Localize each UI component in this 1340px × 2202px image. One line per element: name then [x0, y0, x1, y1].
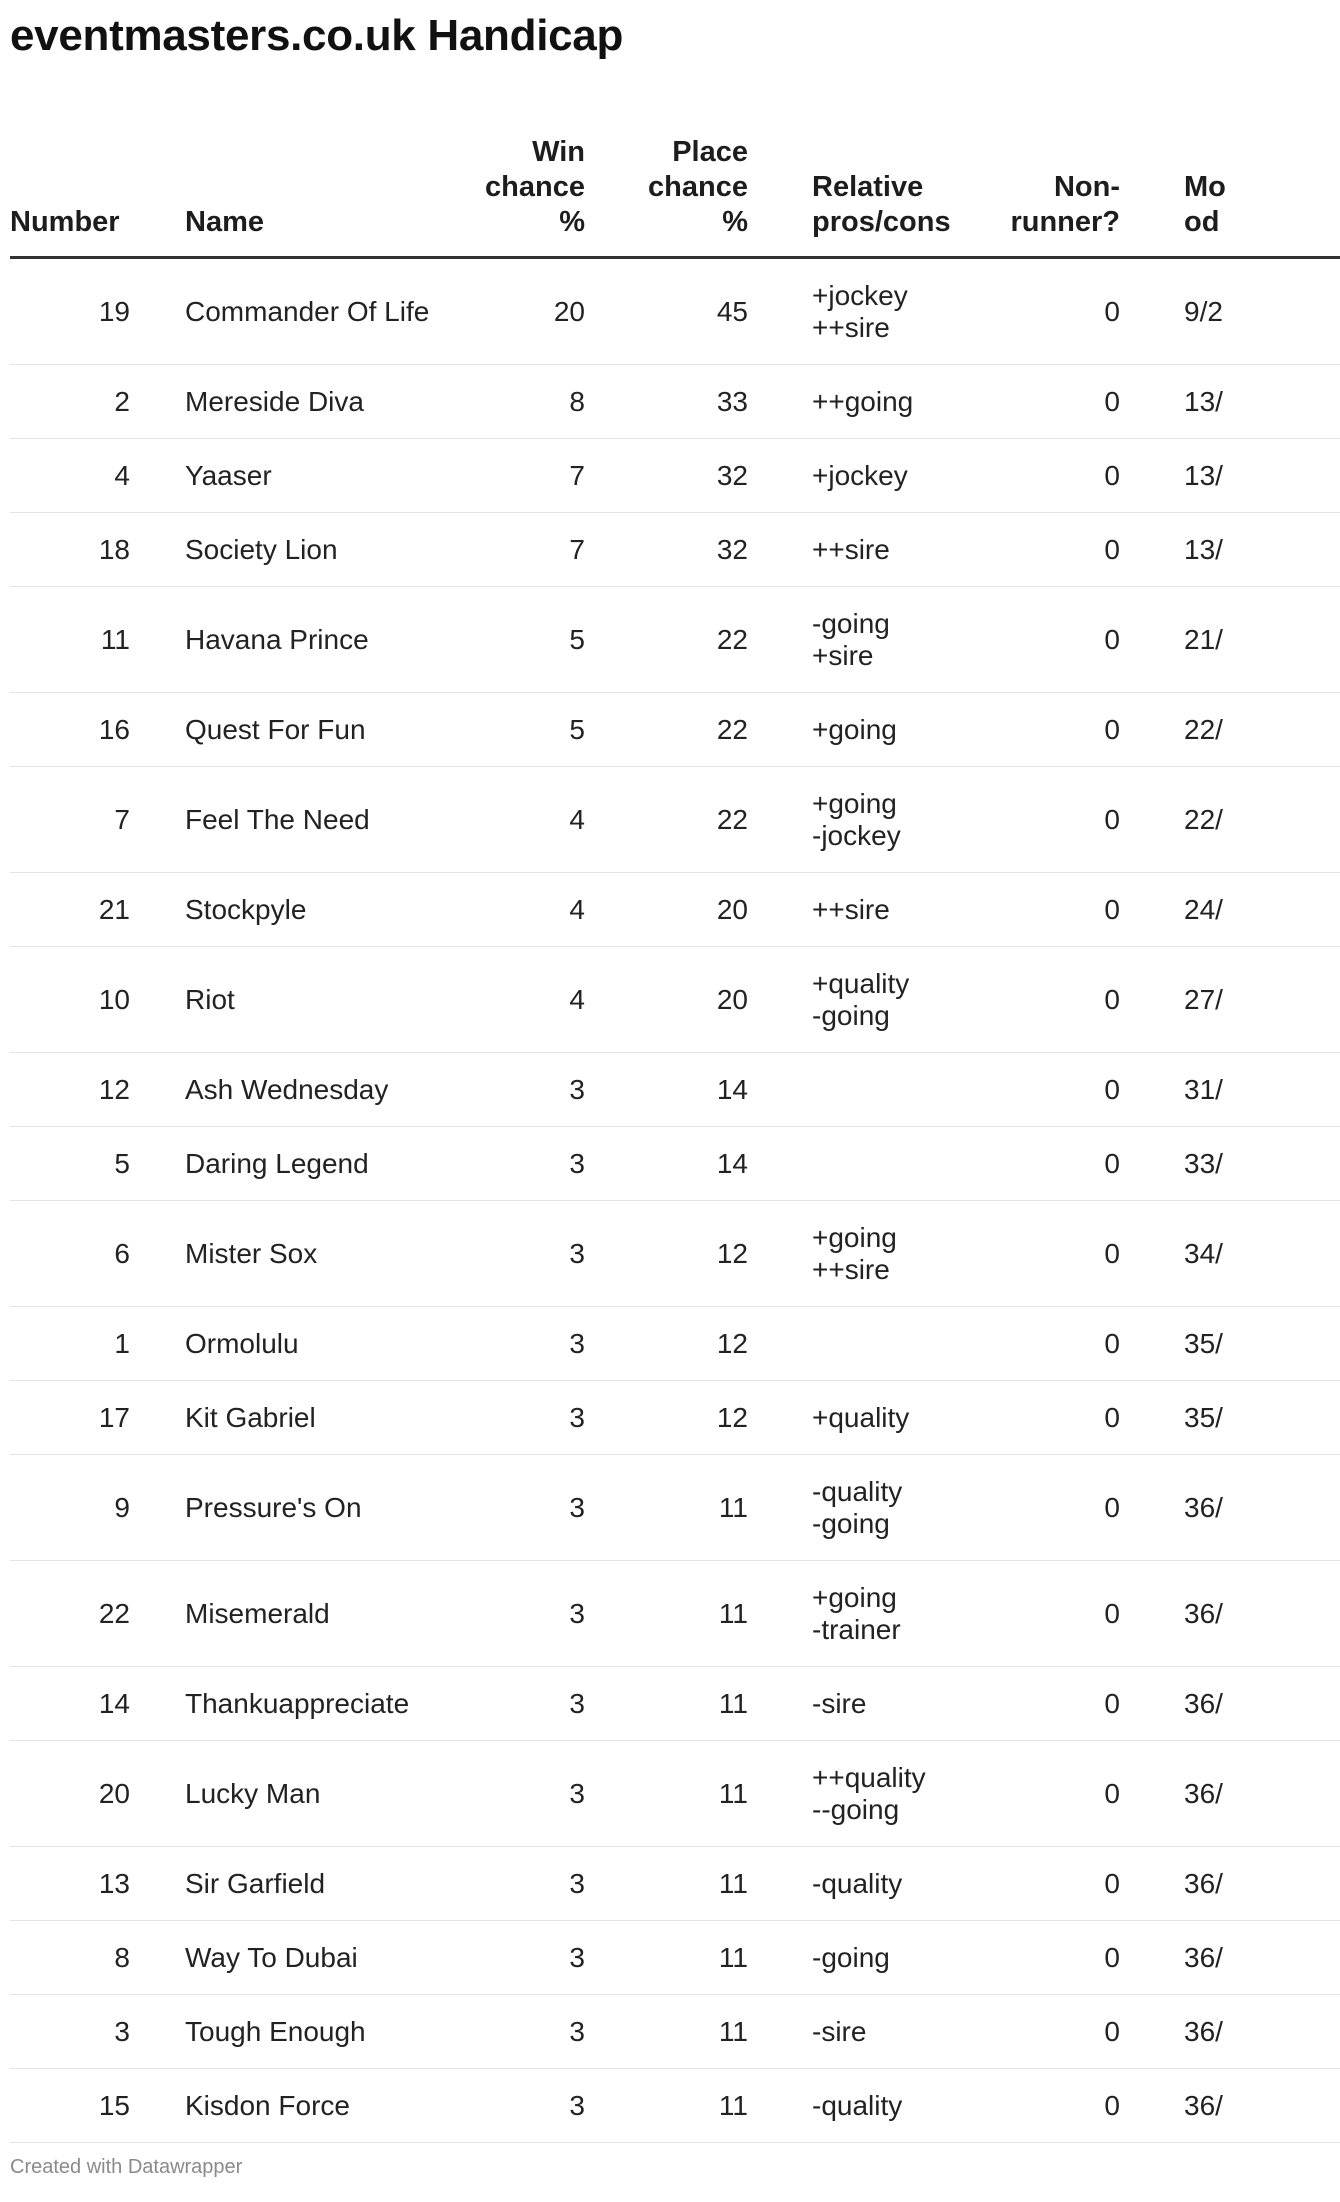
runner-name [185, 1741, 440, 1847]
odds-value: 24/ [1120, 873, 1340, 947]
runner-number: 11 [10, 587, 185, 693]
odds-value: 36/ [1120, 1455, 1340, 1561]
runner-number: 1 [10, 1307, 185, 1381]
place-chance: 12 [585, 1201, 748, 1307]
runner-name [185, 947, 440, 1053]
runner-name-text: Sir Garfield [185, 1867, 326, 1899]
table-row [10, 1381, 1340, 1455]
relative-pros-cons [748, 1847, 948, 1921]
pros-cons-item: +quality [812, 1401, 910, 1433]
table-row [10, 873, 1340, 947]
pros-cons-item: -going [812, 1941, 890, 1973]
place-chance: 22 [585, 587, 748, 693]
header-name-label: Name [185, 206, 264, 238]
relative-pros-cons [748, 693, 948, 767]
table-row [10, 439, 1340, 513]
runner-number: 19 [10, 258, 185, 365]
header-relative-line: Relative [812, 171, 924, 203]
runner-number: 21 [10, 873, 185, 947]
pros-cons-item: ++going [812, 385, 914, 417]
win-chance: 3 [440, 1561, 585, 1667]
header-place-line: % [722, 206, 748, 238]
non-runner-value: 0 [948, 1561, 1120, 1667]
non-runner-value: 0 [948, 1381, 1120, 1455]
relative-pros-cons [748, 513, 948, 587]
place-chance: 11 [585, 1921, 748, 1995]
header-non-runner[interactable] [948, 114, 1120, 258]
relative-pros-cons [748, 365, 948, 439]
runner-name [185, 1921, 440, 1995]
win-chance: 3 [440, 1307, 585, 1381]
odds-value: 27/ [1120, 947, 1340, 1053]
pros-cons-item: +going [812, 787, 897, 819]
table-row [10, 1053, 1340, 1127]
pros-cons-item: ++quality [812, 1761, 926, 1793]
pros-cons-item: +going [812, 1221, 897, 1253]
runner-name-text: Riot [185, 983, 235, 1015]
runner-name-text: Society Lion [185, 533, 338, 565]
pros-cons-item: -sire [812, 1687, 867, 1719]
runner-name [185, 1201, 440, 1307]
runner-name-text: Kit Gabriel [185, 1401, 316, 1433]
table-row [10, 1741, 1340, 1847]
non-runner-value: 0 [948, 767, 1120, 873]
pros-cons-item: --going [812, 1793, 900, 1825]
non-runner-value: 0 [948, 1053, 1120, 1127]
relative-pros-cons [748, 1307, 948, 1381]
pros-cons-item: ++sire [812, 1253, 890, 1285]
relative-pros-cons [748, 1741, 948, 1847]
runner-name [185, 873, 440, 947]
win-chance: 3 [440, 1995, 585, 2069]
runner-name [185, 1455, 440, 1561]
win-chance: 5 [440, 693, 585, 767]
header-place-chance[interactable] [585, 114, 748, 258]
win-chance: 4 [440, 947, 585, 1053]
runner-name [185, 1847, 440, 1921]
runner-number: 3 [10, 1995, 185, 2069]
win-chance: 4 [440, 767, 585, 873]
runner-name [185, 767, 440, 873]
place-chance: 22 [585, 693, 748, 767]
header-place-line: Place [672, 136, 748, 168]
odds-value: 22/ [1120, 767, 1340, 873]
runner-name-text: Way To Dubai [185, 1941, 358, 1973]
non-runner-value: 0 [948, 1307, 1120, 1381]
runner-name [185, 365, 440, 439]
runner-name-text: Feel The Need [185, 803, 370, 835]
relative-pros-cons [748, 2069, 948, 2143]
table-row [10, 1127, 1340, 1201]
odds-value: 31/ [1120, 1053, 1340, 1127]
runner-name [185, 1127, 440, 1201]
header-odds-line: od [1184, 206, 1220, 238]
runner-name [185, 587, 440, 693]
place-chance: 11 [585, 1561, 748, 1667]
header-relative-pros-cons[interactable] [748, 114, 951, 258]
win-chance: 3 [440, 1201, 585, 1307]
runner-number: 5 [10, 1127, 185, 1201]
non-runner-value: 0 [948, 1741, 1120, 1847]
odds-value: 35/ [1120, 1381, 1340, 1455]
table-row [10, 1667, 1340, 1741]
runner-name [185, 693, 440, 767]
non-runner-value: 0 [948, 258, 1120, 365]
runner-number: 6 [10, 1201, 185, 1307]
win-chance: 7 [440, 439, 585, 513]
odds-value: 36/ [1120, 1995, 1340, 2069]
odds-value: 36/ [1120, 1921, 1340, 1995]
odds-value: 36/ [1120, 2069, 1340, 2143]
table-row [10, 1455, 1340, 1561]
runner-name-text: Mister Sox [185, 1237, 318, 1269]
place-chance: 11 [585, 1741, 748, 1847]
header-place-line: chance [648, 171, 748, 203]
non-runner-value: 0 [948, 1127, 1120, 1201]
header-odds[interactable] [1120, 114, 1340, 258]
header-win-line: % [559, 206, 585, 238]
runner-number: 12 [10, 1053, 185, 1127]
table-container [10, 114, 1226, 2124]
win-chance: 20 [440, 258, 585, 365]
pros-cons-item: -sire [812, 2015, 867, 2047]
runner-number: 9 [10, 1455, 185, 1561]
relative-pros-cons [748, 767, 948, 873]
runner-name [185, 439, 440, 513]
relative-pros-cons [748, 1381, 948, 1455]
header-win-chance[interactable] [440, 114, 585, 258]
header-number-label: Number [10, 206, 120, 238]
runner-name-text: Misemerald [185, 1597, 330, 1629]
pros-cons-item: -quality [812, 1475, 903, 1507]
relative-pros-cons [748, 1127, 948, 1201]
runner-name-text: Lucky Man [185, 1777, 321, 1809]
odds-value: 22/ [1120, 693, 1340, 767]
place-chance: 11 [585, 1667, 748, 1741]
table-row [10, 693, 1340, 767]
place-chance: 14 [585, 1127, 748, 1201]
runner-name-text: Mereside Diva [185, 385, 364, 417]
table-row [10, 1201, 1340, 1307]
non-runner-value: 0 [948, 365, 1120, 439]
runner-number: 15 [10, 2069, 185, 2143]
table-row [10, 1307, 1340, 1381]
runner-number: 8 [10, 1921, 185, 1995]
runner-name [185, 1667, 440, 1741]
non-runner-value: 0 [948, 1455, 1120, 1561]
runner-name-text: Ash Wednesday [185, 1073, 389, 1105]
non-runner-value: 0 [948, 439, 1120, 513]
runner-name-text: Havana Prince [185, 623, 369, 655]
relative-pros-cons [748, 947, 948, 1053]
win-chance: 5 [440, 587, 585, 693]
datawrapper-credit: Created with Datawrapper [10, 2156, 243, 2178]
table-row [10, 258, 1340, 365]
table-row [10, 1561, 1340, 1667]
non-runner-value: 0 [948, 947, 1120, 1053]
win-chance: 3 [440, 1127, 585, 1201]
pros-cons-item: +going [812, 1581, 897, 1613]
odds-value: 35/ [1120, 1307, 1340, 1381]
table-row [10, 587, 1340, 693]
win-chance: 8 [440, 365, 585, 439]
place-chance: 33 [585, 365, 748, 439]
runner-name-text: Daring Legend [185, 1147, 369, 1179]
non-runner-value: 0 [948, 1921, 1120, 1995]
table-row [10, 2069, 1340, 2143]
relative-pros-cons [748, 1053, 948, 1127]
runner-name [185, 2069, 440, 2143]
pros-cons-item: -jockey [812, 819, 901, 851]
relative-pros-cons [748, 1921, 948, 1995]
runner-number: 4 [10, 439, 185, 513]
header-number[interactable] [10, 114, 185, 258]
runner-number: 10 [10, 947, 185, 1053]
non-runner-value: 0 [948, 693, 1120, 767]
runner-name-text: Pressure's On [185, 1491, 362, 1523]
odds-value: 13/ [1120, 513, 1340, 587]
relative-pros-cons [748, 1455, 948, 1561]
table-row [10, 1847, 1340, 1921]
relative-pros-cons [748, 1667, 948, 1741]
runner-number: 14 [10, 1667, 185, 1741]
place-chance: 11 [585, 1995, 748, 2069]
runner-name-text: Tough Enough [185, 2015, 366, 2047]
win-chance: 7 [440, 513, 585, 587]
relative-pros-cons [748, 873, 948, 947]
runners-table [10, 114, 1340, 2143]
relative-pros-cons [748, 258, 948, 365]
place-chance: 45 [585, 258, 748, 365]
non-runner-value: 0 [948, 1847, 1120, 1921]
odds-value: 34/ [1120, 1201, 1340, 1307]
runner-name [185, 1561, 440, 1667]
runner-number: 16 [10, 693, 185, 767]
runner-name-text: Yaaser [185, 459, 272, 491]
runner-name [185, 1995, 440, 2069]
non-runner-value: 0 [948, 1995, 1120, 2069]
odds-value: 36/ [1120, 1741, 1340, 1847]
header-win-line: chance [485, 171, 585, 203]
non-runner-value: 0 [948, 513, 1120, 587]
table-row [10, 767, 1340, 873]
win-chance: 3 [440, 1921, 585, 1995]
runner-name-text: Commander Of Life [185, 295, 430, 327]
runner-name [185, 1053, 440, 1127]
header-name[interactable] [185, 114, 440, 258]
runner-name-text: Stockpyle [185, 893, 307, 925]
pros-cons-item: ++sire [812, 311, 890, 343]
runner-name [185, 1381, 440, 1455]
odds-value: 33/ [1120, 1127, 1340, 1201]
place-chance: 11 [585, 1455, 748, 1561]
relative-pros-cons [748, 1995, 948, 2069]
header-win-line: Win [532, 136, 585, 168]
runner-name-text: Ormolulu [185, 1327, 299, 1359]
win-chance: 3 [440, 1053, 585, 1127]
pros-cons-item: ++sire [812, 533, 890, 565]
relative-pros-cons [748, 587, 948, 693]
relative-pros-cons [748, 1201, 948, 1307]
place-chance: 32 [585, 513, 748, 587]
table-row [10, 365, 1340, 439]
win-chance: 3 [440, 1741, 585, 1847]
non-runner-value: 0 [948, 2069, 1120, 2143]
runner-number: 20 [10, 1741, 185, 1847]
runner-name-text: Thankuappreciate [185, 1687, 410, 1719]
runner-name [185, 258, 440, 365]
pros-cons-item: -quality [812, 2089, 903, 2121]
runner-number: 18 [10, 513, 185, 587]
table-header-row [10, 114, 1340, 258]
odds-value: 13/ [1120, 439, 1340, 513]
table-row [10, 513, 1340, 587]
pros-cons-item: -going [812, 1507, 890, 1539]
place-chance: 11 [585, 1847, 748, 1921]
table-body [10, 258, 1340, 2143]
pros-cons-item: +sire [812, 639, 874, 671]
runner-number: 2 [10, 365, 185, 439]
pros-cons-item: -going [812, 607, 890, 639]
win-chance: 4 [440, 873, 585, 947]
runner-number: 7 [10, 767, 185, 873]
runner-number: 17 [10, 1381, 185, 1455]
relative-pros-cons [748, 439, 948, 513]
runner-name-text: Quest For Fun [185, 713, 366, 745]
pros-cons-item: +going [812, 713, 897, 745]
odds-value: 36/ [1120, 1561, 1340, 1667]
odds-value: 36/ [1120, 1667, 1340, 1741]
win-chance: 3 [440, 1455, 585, 1561]
place-chance: 20 [585, 873, 748, 947]
table-row [10, 1921, 1340, 1995]
place-chance: 14 [585, 1053, 748, 1127]
non-runner-value: 0 [948, 587, 1120, 693]
place-chance: 22 [585, 767, 748, 873]
runner-number: 13 [10, 1847, 185, 1921]
pros-cons-item: -quality [812, 1867, 903, 1899]
runner-number: 22 [10, 1561, 185, 1667]
relative-pros-cons [748, 1561, 948, 1667]
header-nonrunner-line: runner? [1010, 206, 1120, 238]
non-runner-value: 0 [948, 873, 1120, 947]
odds-value: 13/ [1120, 365, 1340, 439]
pros-cons-item: ++sire [812, 893, 890, 925]
page-title: eventmasters.co.uk Handicap [10, 11, 624, 60]
runner-name [185, 513, 440, 587]
odds-value: 36/ [1120, 1847, 1340, 1921]
pros-cons-item: -going [812, 999, 890, 1031]
header-relative-line: pros/cons [812, 206, 951, 238]
odds-value: 21/ [1120, 587, 1340, 693]
runner-name-text: Kisdon Force [185, 2089, 350, 2121]
win-chance: 3 [440, 1667, 585, 1741]
place-chance: 11 [585, 2069, 748, 2143]
place-chance: 20 [585, 947, 748, 1053]
non-runner-value: 0 [948, 1201, 1120, 1307]
win-chance: 3 [440, 1847, 585, 1921]
table-row [10, 1995, 1340, 2069]
odds-value: 9/2 [1120, 258, 1340, 365]
table-row [10, 947, 1340, 1053]
header-nonrunner-line: Non- [1053, 171, 1120, 203]
header-odds-line: Mo [1184, 171, 1226, 203]
pros-cons-item: +jockey [812, 279, 908, 311]
pros-cons-item: +quality [812, 967, 910, 999]
runner-name [185, 1307, 440, 1381]
place-chance: 12 [585, 1307, 748, 1381]
place-chance: 32 [585, 439, 748, 513]
pros-cons-item: -trainer [812, 1613, 901, 1645]
non-runner-value: 0 [948, 1667, 1120, 1741]
win-chance: 3 [440, 2069, 585, 2143]
pros-cons-item: +jockey [812, 459, 908, 491]
place-chance: 12 [585, 1381, 748, 1455]
win-chance: 3 [440, 1381, 585, 1455]
